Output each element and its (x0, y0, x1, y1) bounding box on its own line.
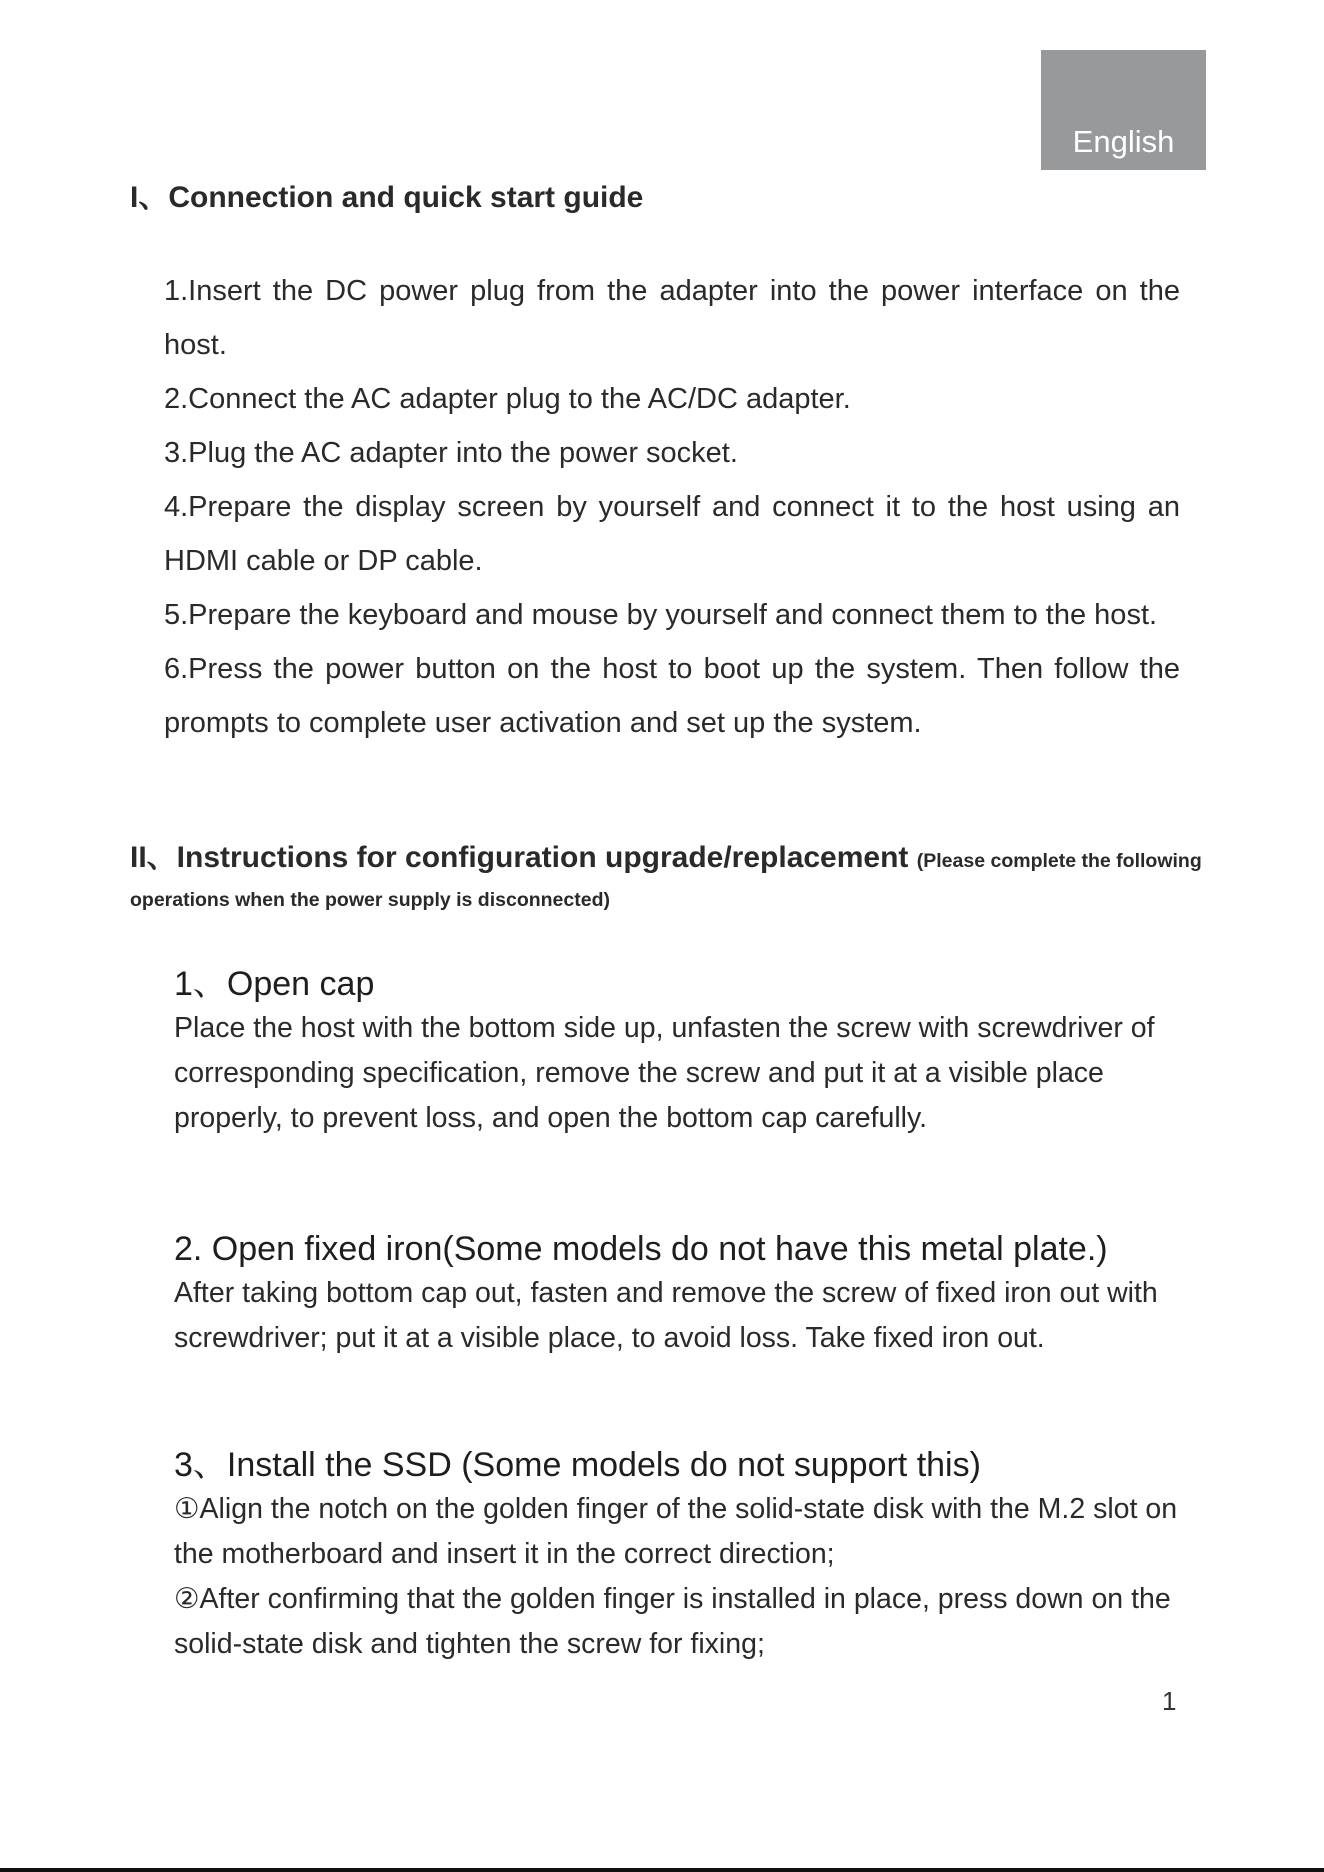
subsection-title: 3、Install the SSD (Some models do not support this) (174, 1446, 981, 1484)
section-2-title-text: II、Instructions for configuration upgrade/replacement (130, 841, 909, 874)
subsection-open-cap (174, 962, 1184, 1141)
subsection-title: 2. Open fixed iron(Some models do not have this metal plate.) (174, 1230, 1108, 1268)
step-2: 2.Connect the AC adapter plug to the AC/DC adapter. (164, 383, 851, 415)
section-1-title: I、Connection and quick start guide (130, 181, 644, 214)
subsection-title: 1、Open cap (174, 965, 375, 1003)
bottom-rule (0, 1868, 1324, 1872)
section-2-title (130, 838, 1210, 916)
step-6: 6.Press the power button on the host to boot up the system. Then follow the prompts to complete user activation and set up the system. (164, 653, 1180, 739)
language-label: English (1072, 124, 1175, 159)
subsection-open-fixed-iron (174, 1227, 1184, 1361)
quick-start-steps (164, 264, 1180, 750)
subsection-paragraph: ②After confirming that the golden finger is installed in place, press down on the solid-state disk and tighten the screw for fixing; (174, 1583, 1171, 1660)
step-1: 1.Insert the DC power plug from the adapter into the power interface on the host. (164, 275, 1180, 361)
step-3: 3.Plug the AC adapter into the power socket. (164, 437, 738, 469)
language-tab (1041, 50, 1206, 170)
step-4: 4.Prepare the display screen by yourself and connect it to the host using an HDMI cable or DP cable. (164, 491, 1180, 577)
power-off-note: (Please complete the following operations when the power supply is disconnected) (130, 850, 1202, 911)
step-5: 5.Prepare the keyboard and mouse by yourself and connect them to the host. (164, 599, 1158, 631)
subsection-paragraph: After taking bottom cap out, fasten and remove the screw of fixed iron out with screwdriver; put it at a visible place, to avoid loss. Take fixed iron out. (174, 1277, 1158, 1354)
subsection-install-ssd (174, 1443, 1184, 1667)
subsection-paragraph: ①Align the notch on the golden finger of the solid-state disk with the M.2 slot on the motherboard and insert it in the correct direction; (174, 1493, 1178, 1570)
page-number: 1 (1162, 1686, 1177, 1716)
subsection-paragraph: Place the host with the bottom side up, unfasten the screw with screwdriver of corresponding specification, remove the screw and put it at a visible place properly, to prevent loss, and open the bottom cap carefully. (174, 1012, 1155, 1134)
